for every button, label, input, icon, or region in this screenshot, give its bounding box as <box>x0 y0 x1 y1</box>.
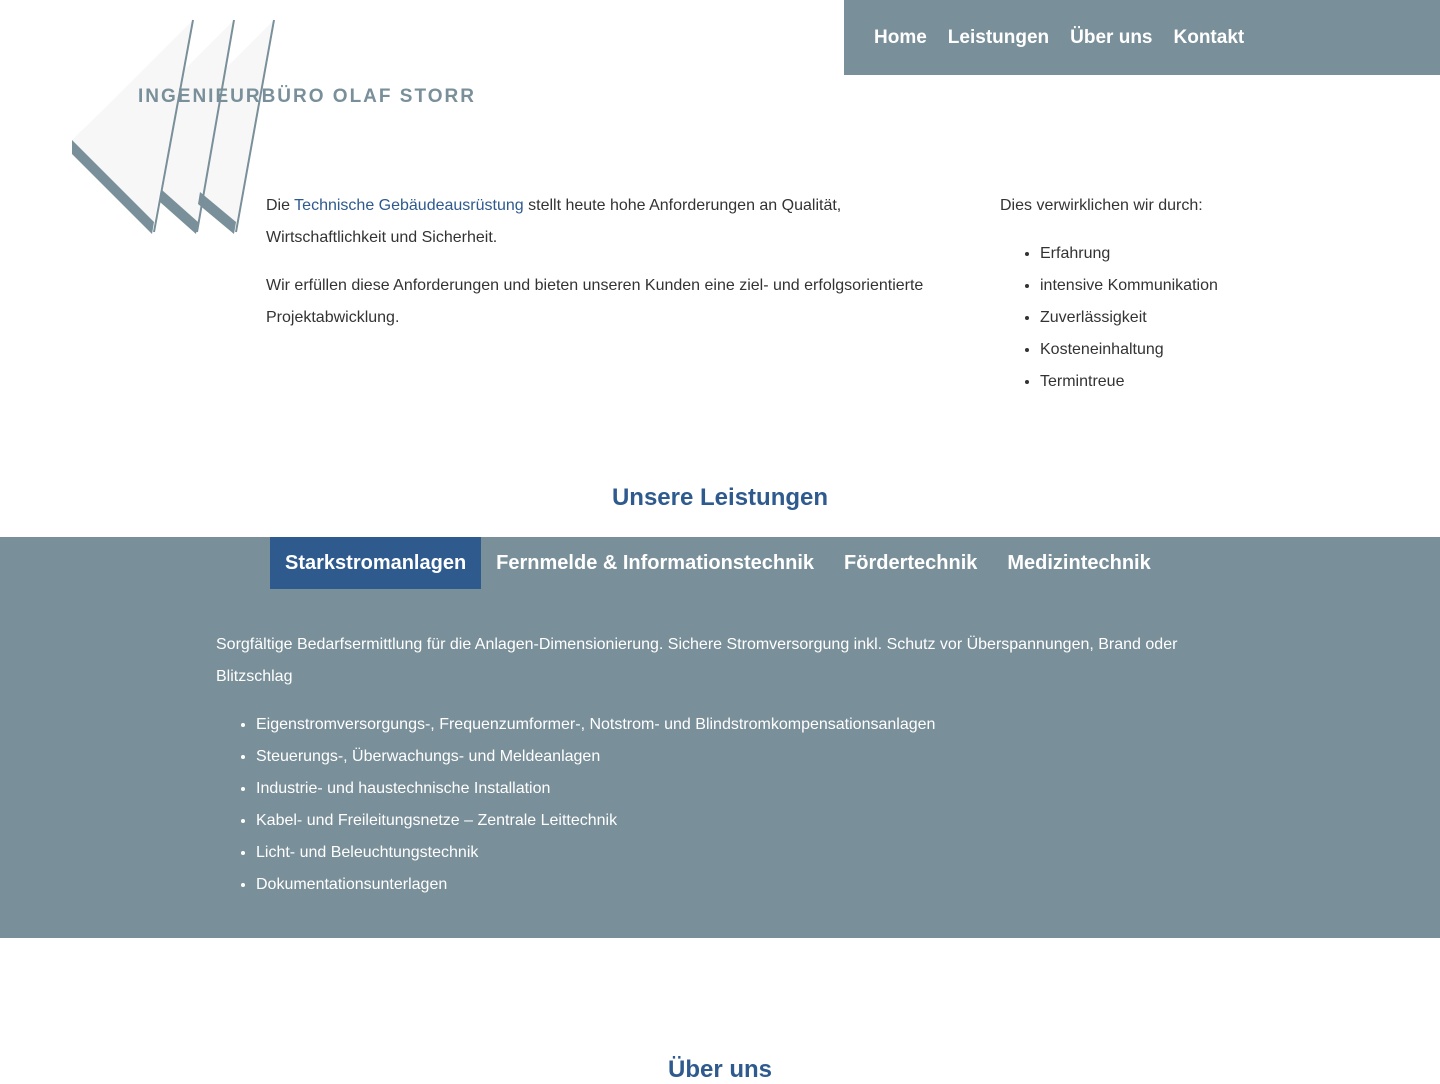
intro-text-start: Die <box>266 197 295 214</box>
nav-item-ueber-uns[interactable]: Über uns <box>1070 26 1153 48</box>
intro-paragraph-1 <box>266 190 956 254</box>
nav-item-kontakt[interactable]: Kontakt <box>1173 26 1245 48</box>
list-item: • Erfahrung <box>1040 238 1380 270</box>
nav-item-home[interactable]: Home <box>874 26 927 48</box>
list-item: • intensive Kommunikation <box>1040 270 1380 302</box>
list-item: • Termintreue <box>1040 366 1380 398</box>
about-heading: Über uns <box>667 1056 772 1083</box>
qualities-heading: Dies verwirklichen wir durch: <box>1000 197 1203 214</box>
services-heading: Unsere Leistungen <box>611 484 829 511</box>
list-item: • Zuverlässigkeit <box>1040 302 1380 334</box>
list-item: • Kabel- und Freileitungsnetze – Zentrale Leittechnik <box>256 805 1216 837</box>
qualities-box <box>1000 190 1380 398</box>
intro-text-end: stellt heute hohe Anforderungen an Qualität, Wirtschaftlichkeit und Sicherheit. <box>266 197 842 246</box>
service-list <box>216 709 1216 901</box>
tab-foerdertechnik[interactable]: Fördertechnik <box>844 552 978 574</box>
services-section <box>0 537 1440 938</box>
intro-paragraph-2: Wir erfüllen diese Anforderungen und bieten unseren Kunden eine ziel- und erfolgsorientierte Projektabwicklung. <box>266 277 924 326</box>
tab-fernmelde-informationstechnik[interactable]: Fernmelde & Informationstechnik <box>496 552 815 574</box>
main-nav <box>844 0 1440 75</box>
service-description: Sorgfältige Bedarfsermittlung für die Anlagen-Dimensionierung. Sichere Stromversorgung inkl. Schutz vor Überspannungen, Brand oder Blitzschlag <box>216 636 1178 685</box>
tab-panel <box>216 629 1216 901</box>
list-item: • Eigenstromversorgungs-, Frequenzumformer-, Notstrom- und Blindstromkompensationsanlagen <box>256 709 1216 741</box>
nav-item-leistungen[interactable]: Leistungen <box>947 26 1050 48</box>
tab-starkstromanlagen[interactable]: Starkstromanlagen <box>270 537 481 589</box>
tab-medizintechnik[interactable]: Medizintechnik <box>1007 552 1151 574</box>
services-tabs <box>270 537 1166 589</box>
list-item: • Licht- und Beleuchtungstechnik <box>256 837 1216 869</box>
tga-link[interactable]: Technische Gebäudeausrüstung <box>294 197 524 214</box>
intro-text <box>266 190 956 350</box>
qualities-list <box>1000 238 1380 398</box>
list-item: • Dokumentationsunterlagen <box>256 869 1216 901</box>
logo-text: INGENIEURBÜRO OLAF STORR <box>138 86 476 107</box>
list-item: • Steuerungs-, Überwachungs- und Meldeanlagen <box>256 741 1216 773</box>
list-item: • Industrie- und haustechnische Installation <box>256 773 1216 805</box>
list-item: • Kosteneinhaltung <box>1040 334 1380 366</box>
